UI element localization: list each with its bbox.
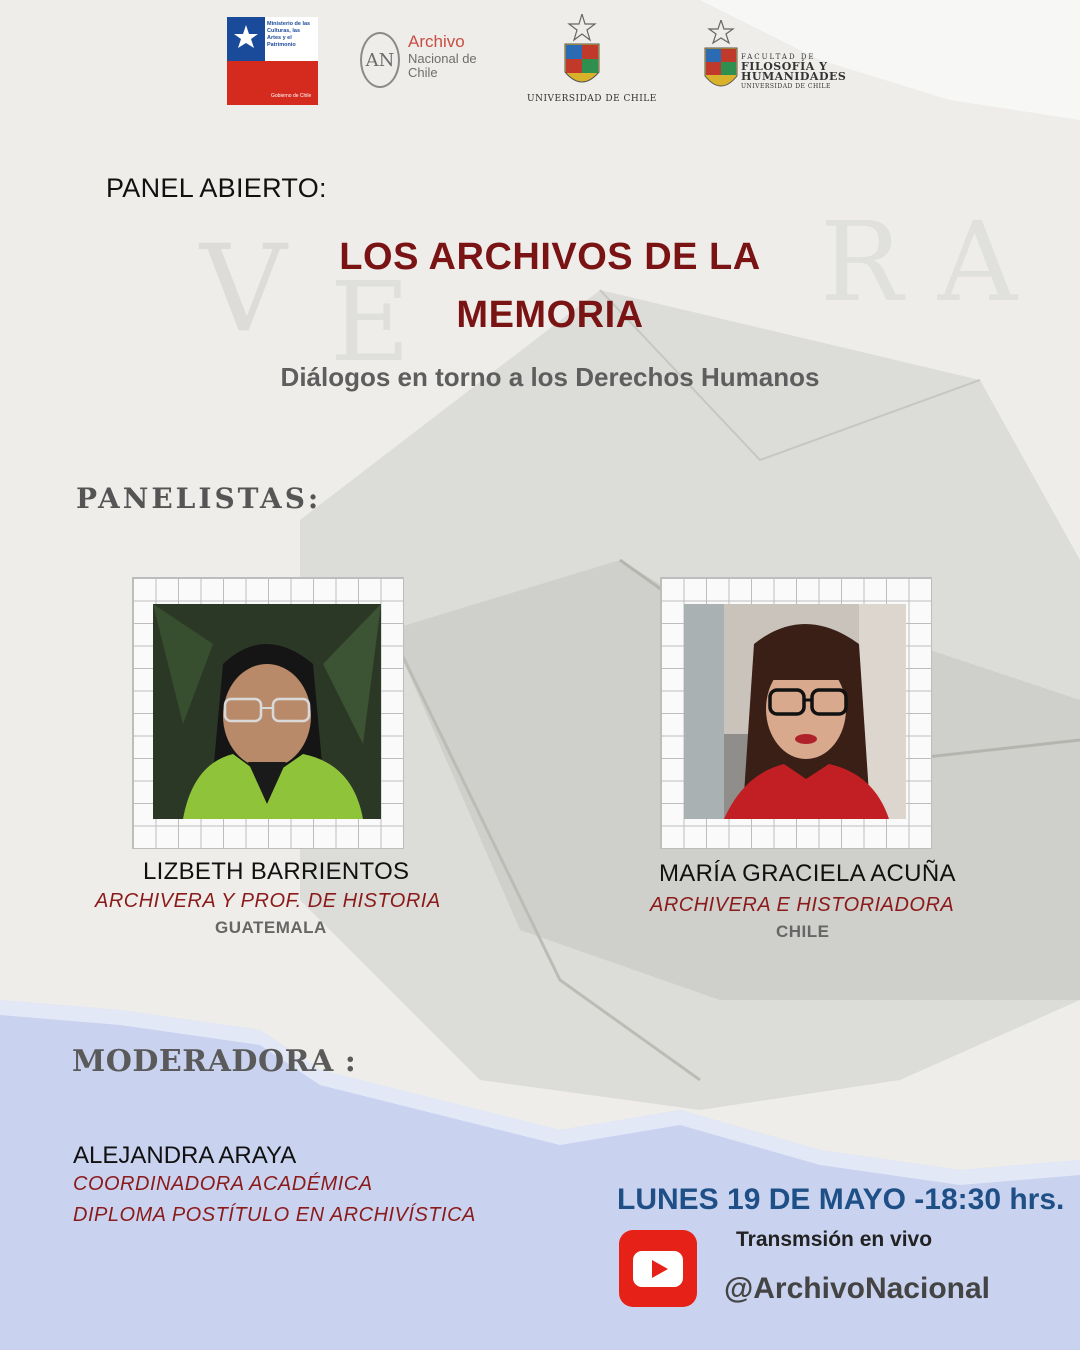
logo-bar [0, 12, 1080, 112]
stream-label: Transmsión en vivo [736, 1228, 933, 1251]
event-title-line2: MEMORIA [456, 294, 644, 336]
moderator-role: COORDINADORA ACADÉMICA [73, 1173, 373, 1195]
svg-text:E: E [330, 258, 411, 386]
panelist-role: ARCHIVERA Y PROF. DE HISTORIA [95, 890, 441, 912]
gobierno-text: Gobierno de Chile [271, 93, 312, 99]
ffh-text [741, 52, 846, 92]
ffh-line1: FACULTAD DE [741, 53, 816, 61]
panelist-name: LIZBETH BARRIENTOS [143, 858, 410, 885]
panelist-country: GUATEMALA [215, 918, 327, 937]
university-crest-icon [561, 14, 603, 92]
moderator-label: MODERADORA : [72, 1044, 357, 1079]
panelist-role: ARCHIVERA E HISTORIADORA [650, 894, 955, 916]
ffh-line3: HUMANIDADES [741, 70, 847, 83]
archivo-nacional-logo [360, 32, 480, 92]
ministerio-text: Ministerio de las Culturas, las Artes y el Patrimonio [267, 21, 311, 48]
play-icon [633, 1251, 683, 1287]
portrait-illustration [153, 604, 381, 819]
event-date: LUNES 19 DE MAYO -18:30 hrs. [617, 1183, 1065, 1216]
portrait-illustration [684, 604, 906, 819]
facultad-filosofia-logo [703, 20, 847, 105]
svg-text:R A: R A [820, 198, 1018, 326]
panelist-photo [684, 604, 906, 819]
youtube-icon[interactable] [619, 1230, 697, 1307]
panelist-name: MARÍA GRACIELA ACUÑA [659, 860, 956, 887]
event-subtitle: Diálogos en torno a los Derechos Humanos [280, 362, 820, 392]
ministerio-culturas-logo [227, 17, 318, 105]
panelists-label: PANELISTAS: [76, 482, 322, 515]
udechile-text: UNIVERSIDAD DE CHILE [527, 94, 657, 104]
archivo-title: Archivo [408, 32, 465, 51]
universidad-de-chile-logo [523, 14, 657, 109]
moderator-program: DIPLOMA POSTÍTULO EN ARCHIVÍSTICA [73, 1204, 476, 1226]
panelist-photo [153, 604, 381, 819]
archivo-subtitle: Nacional de Chile [408, 51, 477, 80]
faculty-crest-icon [703, 20, 739, 100]
youtube-handle-link[interactable]: @ArchivoNacional [724, 1272, 990, 1305]
ffh-line4: UNIVERSIDAD DE CHILE [741, 83, 831, 90]
event-title [300, 228, 800, 344]
panelist-country: CHILE [776, 922, 830, 941]
moderator-name: ALEJANDRA ARAYA [73, 1142, 297, 1169]
event-title-line1: LOS ARCHIVOS DE LA [339, 236, 761, 278]
ffh-line2: FILOSOFÍA Y [741, 60, 828, 73]
archivo-seal-icon: AN [360, 32, 400, 88]
panel-kicker: PANEL ABIERTO: [106, 173, 327, 203]
svg-text:V: V [200, 220, 287, 359]
